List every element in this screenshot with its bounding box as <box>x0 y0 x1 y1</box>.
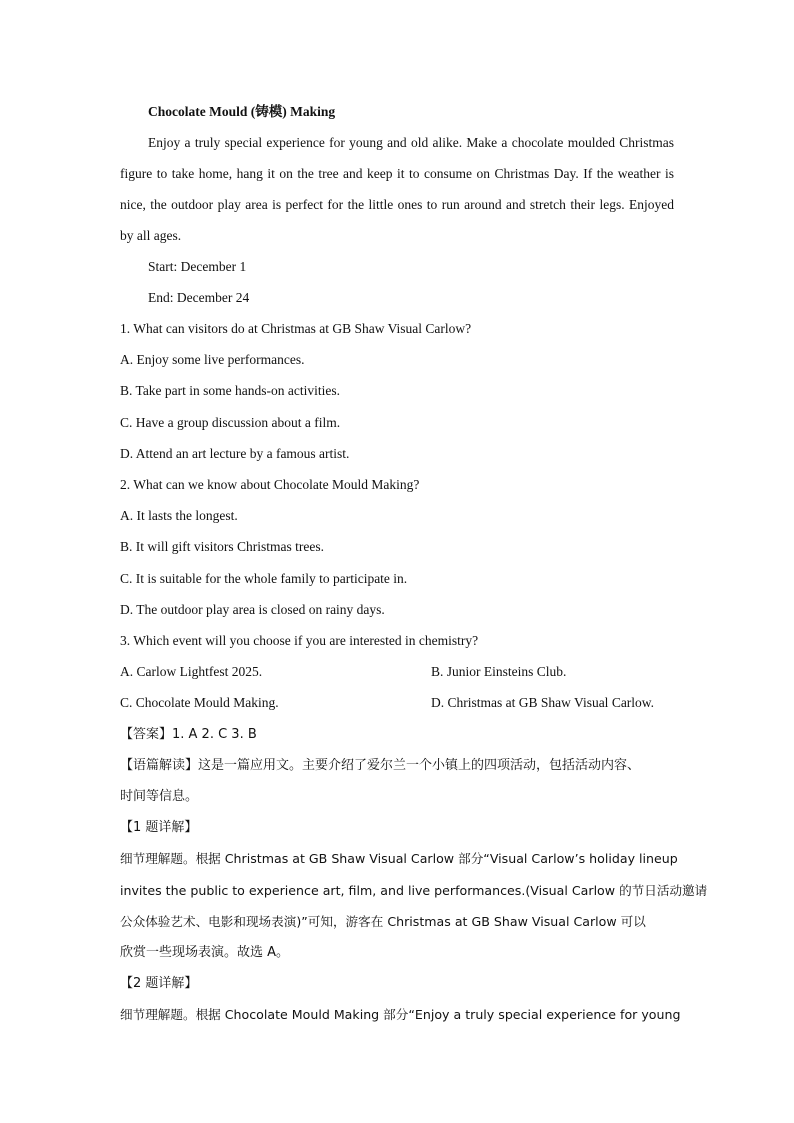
q1-explanation-line-4: 欣赏一些现场表演。故选 A。 <box>120 945 290 960</box>
q2-explanation-heading: 【2 题详解】 <box>120 976 198 991</box>
q1-explanation-line-2: invites the public to experience art, film, and live performances.(Visual Carlow 的节日活动邀请 <box>120 883 708 898</box>
question-2-option-d: D. The outdoor play area is closed on rainy days. <box>120 602 385 617</box>
q1-explanation-heading: 【1 题详解】 <box>120 820 198 835</box>
event-start-date: Start: December 1 <box>148 259 247 274</box>
question-3-option-a: A. Carlow Lightfest 2025. <box>120 664 263 679</box>
q1-explanation-line-1: 细节理解题。根据 Christmas at GB Shaw Visual Carlow 部分“Visual Carlow’s holiday lineup <box>120 851 678 866</box>
paragraph-line-1: Enjoy a truly special experience for young and old alike. Make a chocolate moulded Christmas <box>148 135 674 150</box>
question-3-option-d: D. Christmas at GB Shaw Visual Carlow. <box>431 695 655 710</box>
q2-explanation-line-1: 细节理解题。根据 Chocolate Mould Making 部分“Enjoy a truly special experience for young <box>120 1007 681 1022</box>
paragraph-line-2: figure to take home, hang it on the tree and keep it to consume on Christmas Day. If the weather is <box>120 166 674 181</box>
analysis-heading-line-1: 【语篇解读】这是一篇应用文。主要介绍了爱尔兰一个小镇上的四项活动，包括活动内容、 <box>120 758 641 773</box>
q1-explanation-line-3: 公众体验艺术、电影和现场表演)”可知，游客在 Christmas at GB Shaw Visual Carlow 可以 <box>120 914 646 929</box>
answer-key: 【答案】1. A 2. C 3. B <box>120 727 257 742</box>
question-2-option-a: A. It lasts the longest. <box>120 508 238 523</box>
passage-title: Chocolate Mould (铸模) Making <box>148 104 336 119</box>
question-3-stem: 3. Which event will you choose if you are interested in chemistry? <box>120 633 479 648</box>
question-1-option-d: D. Attend an art lecture by a famous artist. <box>120 446 350 461</box>
question-2-option-b: B. It will gift visitors Christmas trees. <box>120 539 324 554</box>
event-end-date: End: December 24 <box>148 290 250 305</box>
question-1-option-b: B. Take part in some hands-on activities. <box>120 383 341 398</box>
question-3-option-b: B. Junior Einsteins Club. <box>431 664 567 679</box>
paragraph-line-4: by all ages. <box>120 228 182 243</box>
question-1-option-a: A. Enjoy some live performances. <box>120 352 305 367</box>
analysis-heading-line-2: 时间等信息。 <box>120 789 199 804</box>
question-2-option-c: C. It is suitable for the whole family to participate in. <box>120 571 408 586</box>
question-2-stem: 2. What can we know about Chocolate Mould Making? <box>120 477 420 492</box>
question-1-stem: 1. What can visitors do at Christmas at GB Shaw Visual Carlow? <box>120 321 472 336</box>
paragraph-line-3: nice, the outdoor play area is perfect for the little ones to run around and stretch their legs. Enjoyed <box>120 197 674 212</box>
question-1-option-c: C. Have a group discussion about a film. <box>120 415 341 430</box>
question-3-option-c: C. Chocolate Mould Making. <box>120 695 279 710</box>
